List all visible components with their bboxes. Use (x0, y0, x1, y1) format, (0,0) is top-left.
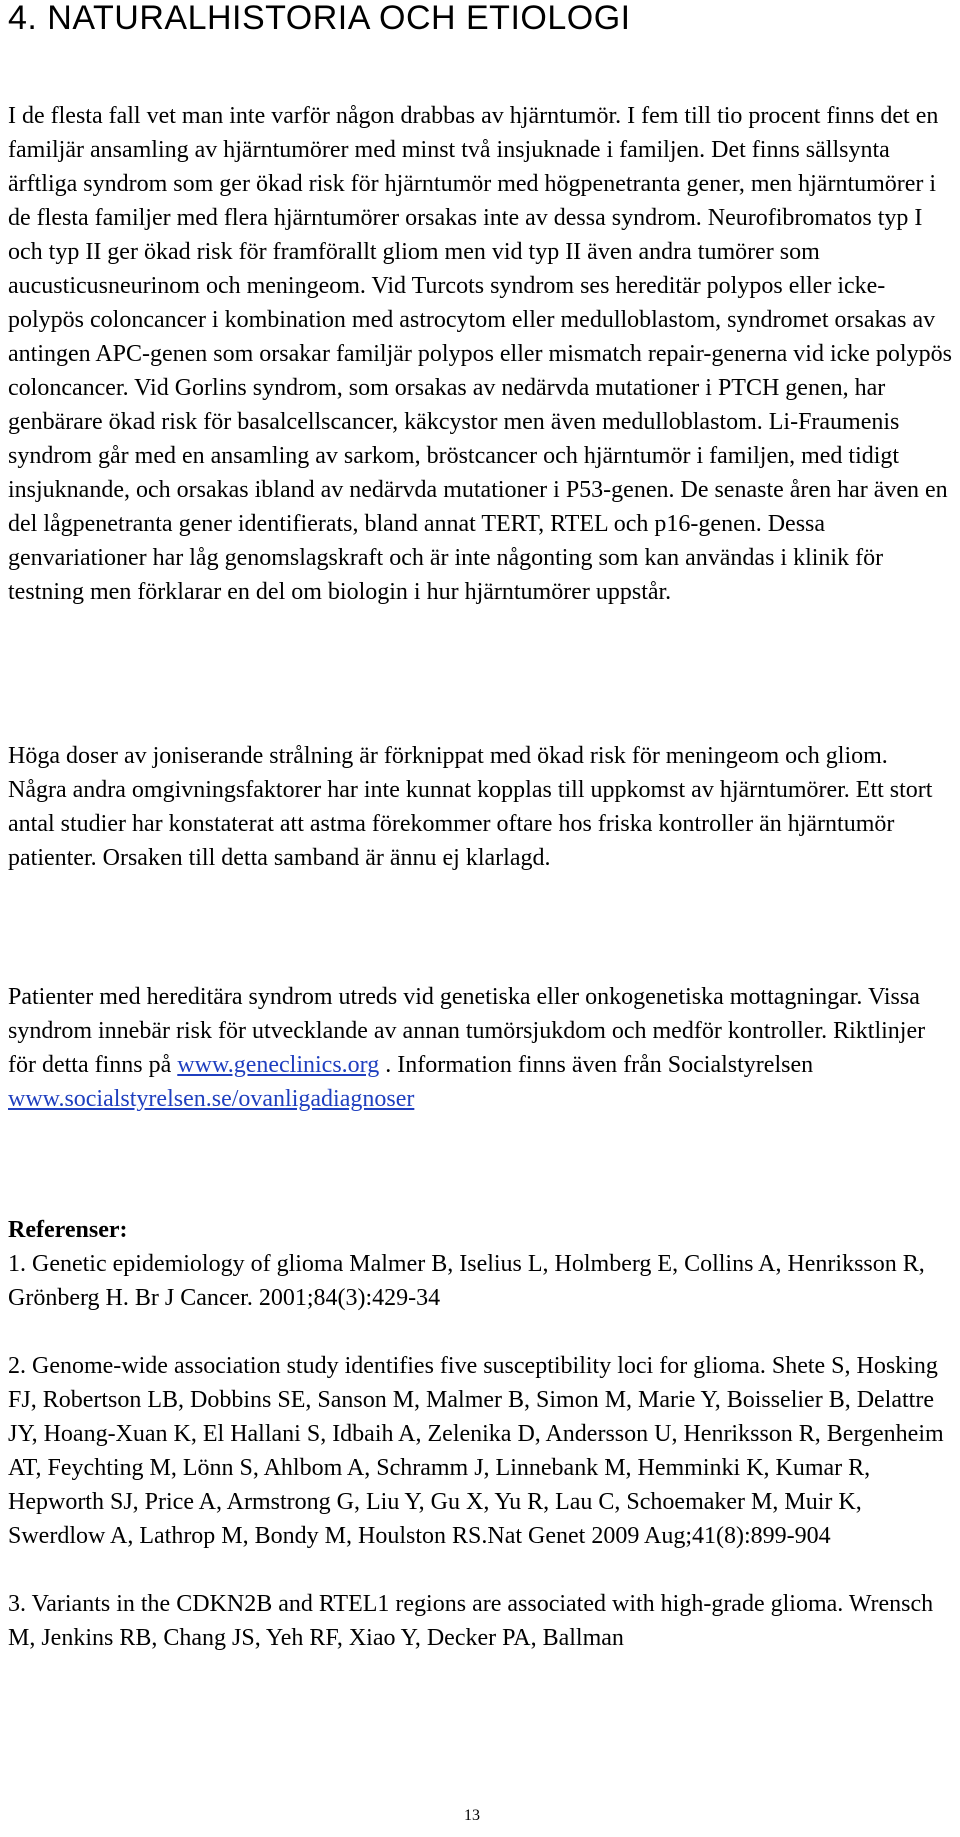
paragraph-natural-history: I de flesta fall vet man inte varför någon drabbas av hjärntumör. I fem till tio procent finns det en familjär ansamling av hjärntumörer med minst två insjuknade i familjen. Det finns sällsynta ärftliga syndrom som ger ökad risk för hjärntumör med högpenetranta gener, men hjärntumörer i de flesta familjer med flera hjärntumörer orsakas inte av dessa syndrom. Neurofibromatos typ I och typ II ger ökad risk för framförallt gliom men vid typ II även andra tumörer som aucusticusneurinom och meningeom. Vid Turcots syndrom ses hereditär polypos eller icke-polypös coloncancer i kombination med astrocytom eller medulloblastom, syndromet orsakas av antingen APC-genen som orsakar familjär polypos eller mismatch repair-generna vid icke polypös coloncancer. Vid Gorlins syndrom, som orsakas av nedärvda mutationer i PTCH genen, har genbärare ökad risk för basalcellscancer, käkcystor men även medulloblastom. Li-Fraumenis syndrom går med en ansamling av sarkom, bröstcancer och hjärntumör i familjen, med tidigt insjuknande, och orsakas ibland av nedärvda mutationer i P53-genen. De senaste åren har även en del lågpenetranta gener identifierats, bland annat TERT, RTEL och p16-genen. Dessa genvariationer har låg genomslagskraft och är inte någonting som kan användas i klinik för testning men förklarar en del om biologin i hur hjärntumörer uppstår. (8, 103, 952, 605)
section-heading: 4. NATURALHISTORIA OCH ETIOLOGI (8, 0, 631, 37)
socialstyrelsen-link[interactable]: www.socialstyrelsen.se/ovanligadiagnoser (8, 1086, 415, 1112)
paragraph-radiation: Höga doser av joniserande strålning är förknippat med ökad risk för meningeom och gliom. Några andra omgivningsfaktorer har inte kunnat kopplas till uppkomst av hjärntumörer. Ett stort antal studier har konstaterat att astma förekommer oftare hos friska kontroller än hjärntumör patienter. Orsaken till detta samband är ännu ej klarlagd. (8, 743, 933, 871)
page-number: 13 (464, 1807, 480, 1824)
reference-item-2: 2. Genome-wide association study identifies five susceptibility loci for glioma. Shete S, Hosking FJ, Robertson LB, Dobbins SE, Sanson M, Malmer B, Simon M, Marie Y, Boisselier B, Delattre JY, Hoang-Xuan K, El Hallani S, Idbaih A, Zelenika D, Andersson U, Henriksson R, Bergenheim AT, Feychting M, Lönn S, Ahlbom A, Schramm J, Linnebank M, Hemminki K, Kumar R, Hepworth SJ, Price A, Armstrong G, Liu Y, Gu X, Yu R, Lau C, Schoemaker M, Muir K, Swerdlow A, Lathrop M, Bondy M, Houlston RS.Nat Genet 2009 Aug;41(8):899-904 (8, 1353, 944, 1549)
hereditary-text-1: Patienter med hereditära syndrom utreds vid genetiska eller onkogenetiska mottagningar. Vissa syndrom innebär risk för utvecklande av annan tumörsjukdom och medför kontroller. Riktlinjer för detta finns på (8, 984, 926, 1078)
reference-item-3: 3. Variants in the CDKN2B and RTEL1 regions are associated with high-grade glioma. Wrensch M, Jenkins RB, Chang JS, Yeh RF, Xiao Y, Decker PA, Ballman (8, 1591, 934, 1651)
hereditary-text-2: . Information finns även från Socialstyrelsen (379, 1052, 814, 1078)
references-heading: Referenser: (8, 1217, 128, 1243)
reference-item-1: 1. Genetic epidemiology of glioma Malmer B, Iselius L, Holmberg E, Collins A, Henriksson R, Grönberg H. Br J Cancer. 2001;84(3):429-34 (8, 1251, 925, 1311)
paragraph-hereditary-syndromes (8, 980, 952, 1116)
geneclinics-link[interactable]: www.geneclinics.org (177, 1052, 380, 1078)
references-section (8, 1213, 952, 1655)
